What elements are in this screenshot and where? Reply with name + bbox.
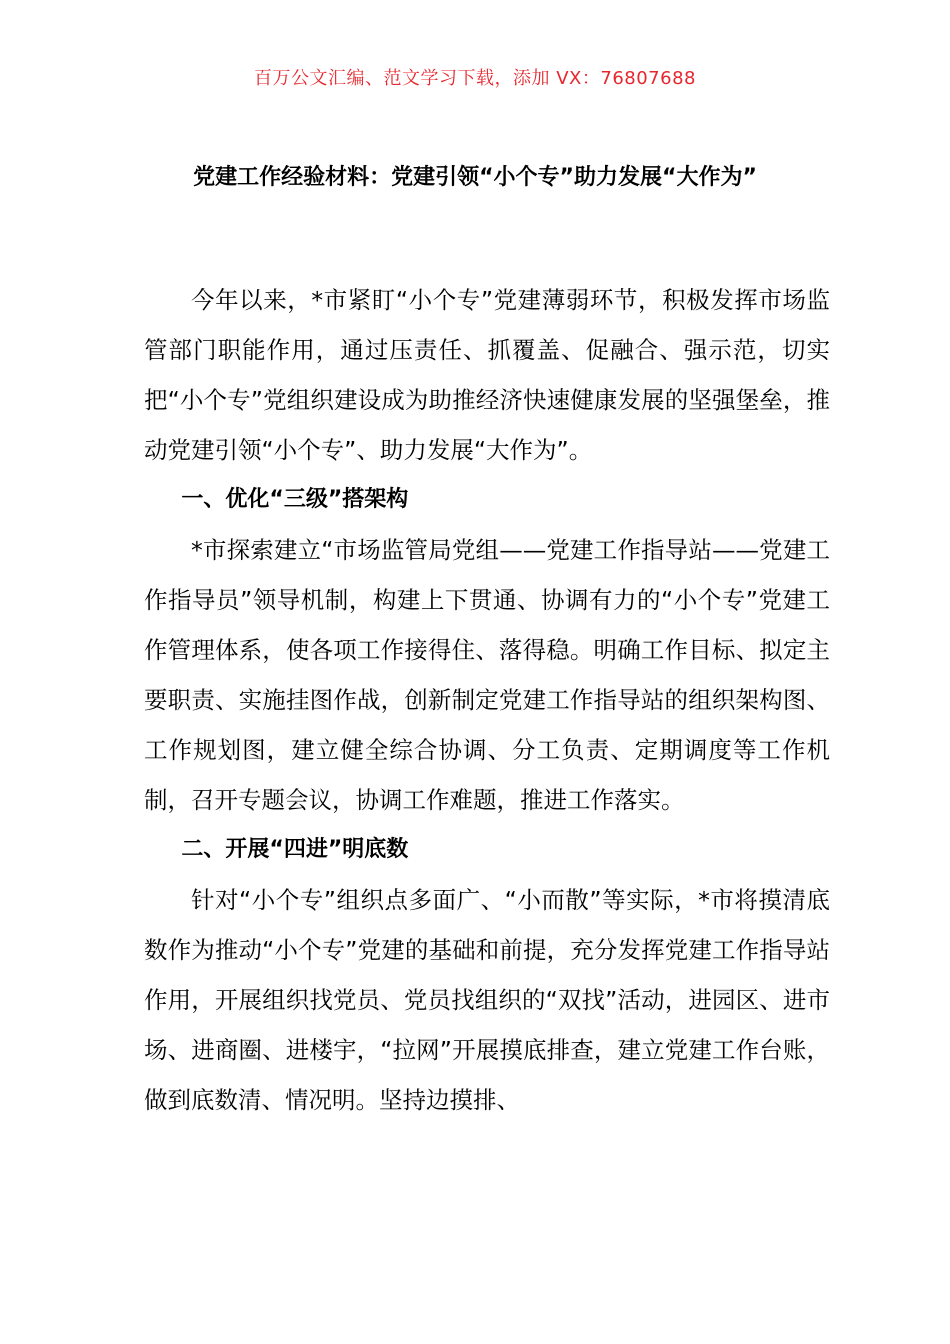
section-heading-1: 一、优化“三级”搭架构 <box>181 487 409 512</box>
section-paragraph-1: *市探索建立“市场监管局党组——党建工作指导站——党建工作指导员”领导机制，构建上下贯通、协调有力的“小个专”党建工作管理体系，使各项工作接得住、落得稳。明确工作目标、拟定主要职责、实施挂图作战，创新制定党建工作指导站的组织架构图、工作规划图，建立健全综合协调、分工负责、定期调度等工作机制，召开专题会议，协调工作难题，推进工作落实。 <box>144 536 830 814</box>
header-note: 百万公文汇编、范文学习下载，添加 VX：76807688 <box>254 68 696 89</box>
section-heading-2: 二、开展“四进”明底数 <box>181 837 409 862</box>
document-body <box>144 275 830 1125</box>
document-title: 党建工作经验材料：党建引领“小个专”助力发展“大作为” <box>193 165 757 190</box>
intro-paragraph: 今年以来，*市紧盯“小个专”党建薄弱环节，积极发挥市场监管部门职能作用，通过压责任、抓覆盖、促融合、强示范，切实把“小个专”党组织建设成为助推经济快速健康发展的坚强堡垒，推动党建引领“小个专”、助力发展“大作为”。 <box>144 286 830 464</box>
section-paragraph-2: 针对“小个专”组织点多面广、“小而散”等实际，*市将摸清底数作为推动“小个专”党建的基础和前提，充分发挥党建工作指导站作用，开展组织找党员、党员找组织的“双找”活动，进园区、进市场、进商圈、进楼宇，“拉网”开展摸底排查，建立党建工作台账，做到底数清、情况明。坚持边摸排、 <box>144 886 830 1114</box>
